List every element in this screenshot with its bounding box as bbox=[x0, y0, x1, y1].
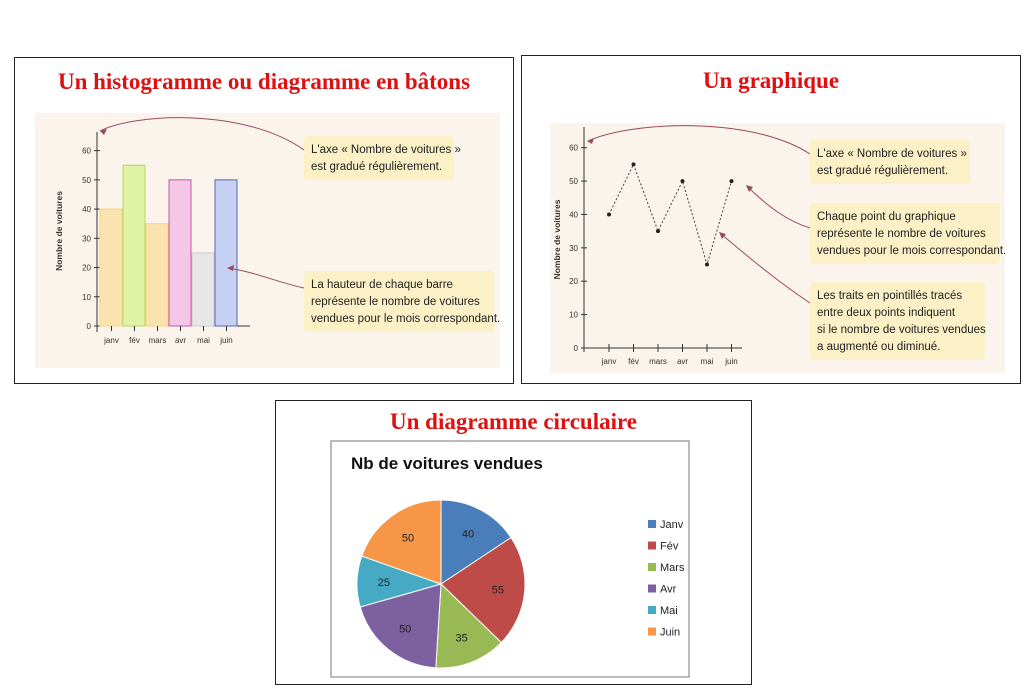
line-point-fév bbox=[632, 162, 636, 166]
bar-fév bbox=[123, 165, 145, 326]
line-x-tick-label: fév bbox=[628, 357, 639, 366]
line-point-mai bbox=[705, 263, 709, 267]
line-note-dotted-line-1: Les traits en pointillés tracés bbox=[817, 290, 963, 302]
pie-data-label: 50 bbox=[401, 532, 415, 545]
pie-chart-title: Nb de voitures vendues bbox=[351, 454, 543, 473]
bar-janv bbox=[100, 209, 122, 326]
pie-legend-label: Mai bbox=[660, 605, 678, 617]
line-y-tick-label: 50 bbox=[569, 177, 578, 187]
bar-y-tick-label: 10 bbox=[82, 292, 91, 302]
bar-y-axis-title: Nombre de voitures bbox=[54, 191, 64, 271]
bar-x-tick-label: fév bbox=[129, 336, 140, 345]
bar-mai bbox=[192, 253, 214, 326]
pie-chart-panel-title: Un diagramme circulaire bbox=[390, 409, 637, 434]
pie-legend-swatch bbox=[648, 520, 656, 528]
bar-avr bbox=[169, 180, 191, 326]
pie-chart-panel bbox=[275, 400, 752, 685]
line-note-axis-line-2: est gradué régulièrement. bbox=[817, 165, 949, 177]
line-y-tick-label: 60 bbox=[569, 143, 578, 153]
bar-note-axis-line-2: est gradué régulièrement. bbox=[311, 161, 443, 173]
line-note-dotted-line-2: entre deux points indiquent bbox=[817, 307, 956, 319]
bar-note-axis-box bbox=[304, 136, 454, 180]
line-x-tick-label: janv bbox=[601, 357, 617, 366]
bar-x-tick-label: avr bbox=[174, 336, 187, 345]
bar-note-height-line-2: représente le nombre de voitures bbox=[311, 296, 480, 308]
line-y-axis-title: Nombre de voitures bbox=[552, 199, 562, 280]
bar-y-tick-label: 60 bbox=[82, 146, 91, 156]
pie-legend-label: Janv bbox=[660, 519, 684, 531]
line-y-tick-label: 0 bbox=[573, 344, 578, 353]
pie-legend-label: Avr bbox=[660, 583, 677, 596]
pie-legend-swatch bbox=[648, 563, 656, 571]
line-note-points-line-1: Chaque point du graphique bbox=[817, 211, 956, 223]
line-chart-panel bbox=[521, 55, 1021, 384]
bar-x-tick-label: mars bbox=[148, 336, 167, 345]
line-x-tick-label: mars bbox=[649, 357, 667, 366]
line-x-tick-label: avr bbox=[676, 357, 689, 366]
bar-mars bbox=[146, 224, 168, 326]
line-chart bbox=[522, 56, 1021, 384]
line-point-avr bbox=[681, 179, 685, 183]
pie-data-label: 40 bbox=[461, 528, 475, 541]
bar-y-tick-label: 40 bbox=[82, 205, 91, 215]
bar-chart-panel-title: Un histogramme ou diagramme en bâtons bbox=[57, 69, 471, 94]
line-point-janv bbox=[607, 212, 611, 216]
line-note-dotted-line-3: si le nombre de voitures vendues bbox=[817, 324, 986, 336]
line-y-tick-label: 30 bbox=[569, 243, 578, 253]
line-y-tick-label: 20 bbox=[569, 277, 578, 287]
bar-juin bbox=[215, 180, 237, 326]
line-note-points-line-3: vendues pour le mois correspondant. bbox=[817, 245, 1007, 257]
line-note-dotted-line-4: a augmenté ou diminué. bbox=[817, 341, 941, 353]
bar-y-tick-label: 50 bbox=[82, 175, 91, 185]
bar-chart-panel bbox=[14, 57, 514, 384]
pie-legend-label: Fév bbox=[660, 540, 679, 553]
bar-note-height-line-1: La hauteur de chaque barre bbox=[311, 279, 453, 291]
line-point-mars bbox=[656, 229, 660, 233]
bar-y-tick-label: 20 bbox=[82, 263, 91, 273]
line-note-points-line-2: représente le nombre de voitures bbox=[817, 228, 986, 240]
bar-note-height-line-3: vendues pour le mois correspondant. bbox=[311, 313, 501, 325]
bar-x-tick-label: mai bbox=[197, 336, 210, 345]
bar-note-axis-line-1: L'axe « Nombre de voitures » bbox=[311, 144, 461, 156]
line-note-axis-box bbox=[810, 140, 970, 184]
pie-legend-label: Juin bbox=[660, 626, 681, 639]
pie-data-label: 35 bbox=[455, 632, 468, 645]
bar-y-tick-label: 30 bbox=[82, 234, 91, 244]
pie-chart bbox=[276, 401, 752, 685]
pie-data-label: 50 bbox=[399, 623, 412, 636]
line-note-axis-line-1: L'axe « Nombre de voitures » bbox=[817, 148, 967, 160]
bar-y-tick-label: 0 bbox=[86, 322, 91, 331]
line-point-juin bbox=[730, 179, 734, 183]
line-y-tick-label: 10 bbox=[569, 310, 578, 320]
bar-x-tick-label: juin bbox=[220, 336, 233, 345]
line-chart-panel-title: Un graphique bbox=[702, 68, 840, 93]
pie-legend-swatch bbox=[648, 628, 656, 636]
line-x-tick-label: juin bbox=[725, 357, 738, 366]
bar-x-tick-label: janv bbox=[104, 336, 119, 345]
pie-data-label: 55 bbox=[491, 584, 505, 597]
pie-legend-swatch bbox=[648, 542, 656, 550]
pie-legend-swatch bbox=[648, 606, 656, 614]
line-x-tick-label: mai bbox=[700, 357, 714, 366]
pie-legend-swatch bbox=[648, 585, 656, 593]
bar-chart bbox=[15, 58, 514, 384]
pie-data-label: 25 bbox=[377, 577, 391, 590]
line-y-tick-label: 40 bbox=[569, 210, 578, 220]
pie-legend-label: Mars bbox=[660, 562, 685, 574]
